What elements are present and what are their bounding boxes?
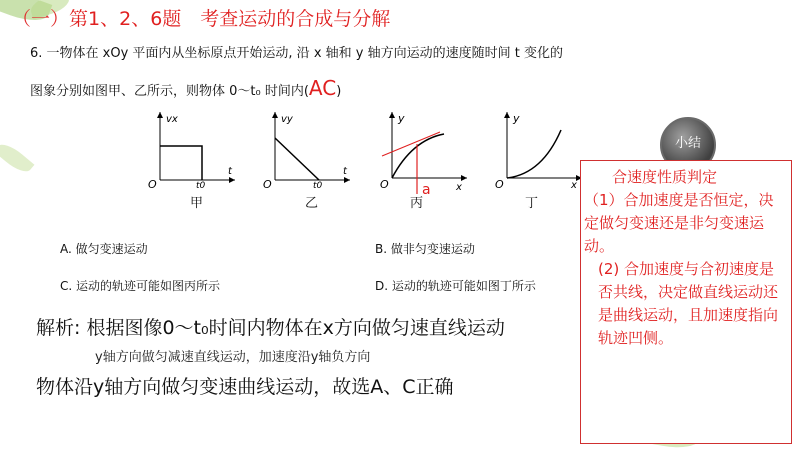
t0-label: t0 xyxy=(313,181,323,188)
summary-point-2: (2) 合加速度与合初速度是否共线，决定做直线运动还是曲线运动，且加速度指向轨迹凹侧。 xyxy=(598,260,779,347)
summary-point-1: （1）合加速度是否恒定，决定做匀变速还是非匀变速运动。 xyxy=(584,191,774,255)
option-a: A. 做匀变速运动 xyxy=(60,242,148,256)
t-axis-label: t xyxy=(228,166,232,177)
title-number: （一） xyxy=(12,8,70,30)
solution-line-1: 解析: 根据图像0～t₀时间内物体在x方向做匀速直线运动 xyxy=(36,317,505,339)
question-close: ) xyxy=(336,84,342,99)
graph-label-ding: 丁 xyxy=(525,196,539,211)
origin-label: O xyxy=(380,178,389,191)
origin-label: O xyxy=(148,178,157,188)
leaf-decoration xyxy=(0,139,34,177)
question-text: 图象分别如图甲、乙所示，则物体 0～t₀ 时间内( xyxy=(30,84,309,99)
axis-label-y: y xyxy=(398,112,405,125)
graph-label-jia: 甲 xyxy=(190,196,204,211)
graph-ding xyxy=(487,108,587,188)
x-axis-label: x xyxy=(456,182,462,193)
x-axis-label: x xyxy=(571,180,577,188)
page-title xyxy=(12,4,390,31)
t-axis-label: t xyxy=(343,166,347,177)
graph-yi xyxy=(255,108,355,188)
origin-label: O xyxy=(495,178,504,188)
axis-label-vy: vy xyxy=(281,114,293,125)
answer-text: AC xyxy=(308,76,337,100)
axis-label-y: y xyxy=(513,112,520,125)
question-line-1: 6. 一物体在 xOy 平面内从坐标原点开始运动, 沿 x 轴和 y 轴方向运动的速度随时间 t 变化的 xyxy=(30,46,563,61)
axis-label-vx: vx xyxy=(166,114,178,125)
option-b: B. 做非匀变速运动 xyxy=(375,242,475,256)
graph-label-yi: 乙 xyxy=(305,196,319,211)
title-text: 第1、2、6题 考查运动的合成与分解 xyxy=(69,8,391,30)
graph-bing xyxy=(372,108,472,200)
graph-label-bing: 丙 xyxy=(410,196,424,211)
t0-label: t0 xyxy=(196,181,206,188)
option-d: D. 运动的轨迹可能如图丁所示 xyxy=(375,279,536,293)
graph-jia xyxy=(140,108,240,188)
option-c: C. 运动的轨迹可能如图丙所示 xyxy=(60,279,221,293)
annotation-a: a xyxy=(422,182,431,198)
solution-line-2: y轴方向做匀减速直线运动，加速度沿y轴负方向 xyxy=(95,350,371,365)
origin-label: O xyxy=(263,178,272,188)
question-line-2 xyxy=(30,76,341,100)
summary-heading: 合速度性质判定 xyxy=(612,168,718,186)
summary-text xyxy=(584,166,788,350)
summary-badge: 小结 xyxy=(660,117,716,173)
solution-line-3: 物体沿y轴方向做匀变速曲线运动，故选A、C正确 xyxy=(36,376,454,398)
